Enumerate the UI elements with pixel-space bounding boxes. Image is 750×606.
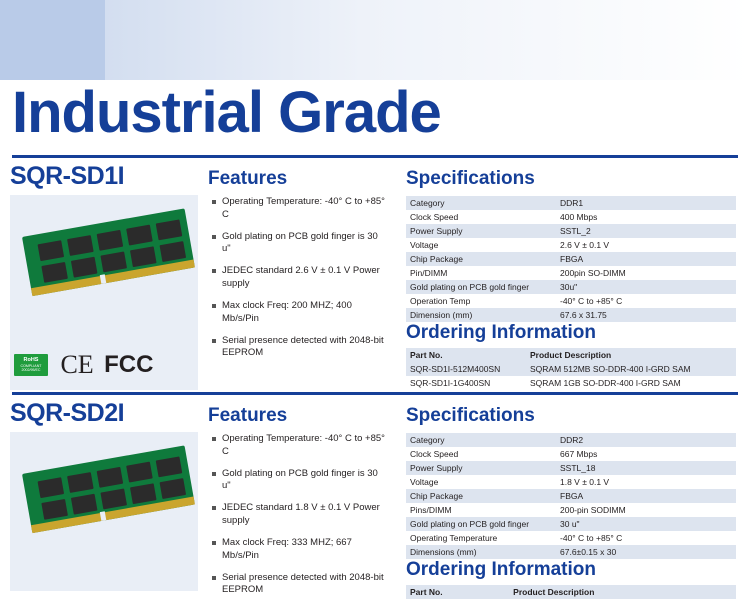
table-row <box>406 224 736 238</box>
table-row <box>406 266 736 280</box>
table-header-row <box>406 585 736 599</box>
memory-chip <box>130 246 157 267</box>
spec-key: Clock Speed <box>406 210 556 224</box>
spec-value: 30u" <box>556 280 736 294</box>
rohs-icon <box>14 354 48 376</box>
spec-value: SSTL_18 <box>556 461 736 475</box>
feature-item: Gold plating on PCB gold finger is 30 u" <box>212 231 387 257</box>
spec-key: Voltage <box>406 238 556 252</box>
divider-top <box>12 155 738 158</box>
memory-chip <box>160 478 187 499</box>
spec-value: -40° C to +85° C <box>556 294 736 308</box>
top-band-block <box>0 0 105 80</box>
spec-key: Clock Speed <box>406 447 556 461</box>
feature-item: Operating Temperature: -40° C to +85° C <box>212 433 387 459</box>
spec-value: DDR2 <box>556 433 736 447</box>
ordering-table-1 <box>406 348 736 390</box>
memory-chip <box>130 483 157 504</box>
ordering-heading-2: Ordering Information <box>406 559 596 580</box>
ram-module-image-1 <box>22 208 195 296</box>
table-row <box>406 210 736 224</box>
ordering-col-part-no: Part No. <box>406 348 526 362</box>
spec-value: 1.8 V ± 0.1 V <box>556 475 736 489</box>
certification-marks-1 <box>14 350 153 380</box>
spec-key: Voltage <box>406 475 556 489</box>
ce-icon: CE <box>60 350 94 379</box>
part-no: SQR-SD1I-512M400SN <box>406 362 526 376</box>
product-description: SQRAM 1GB SO-DDR-400 I-GRD SAM <box>526 376 736 390</box>
feature-item: Serial presence detected with 2048-bit EEPROM <box>212 572 387 598</box>
memory-chip <box>38 240 65 261</box>
spec-key: Pin/DIMM <box>406 266 556 280</box>
spec-key: Pins/DIMM <box>406 503 556 517</box>
feature-item: Serial presence detected with 2048-bit EEPROM <box>212 335 387 361</box>
table-row <box>406 294 736 308</box>
memory-chip <box>97 467 124 488</box>
table-row <box>406 489 736 503</box>
table-row <box>406 252 736 266</box>
rohs-label: RoHS <box>23 357 39 363</box>
spec-key: Operation Temp <box>406 294 556 308</box>
ordering-col-description: Product Description <box>509 585 736 599</box>
spec-key: Operating Temperature <box>406 531 556 545</box>
spec-value: SSTL_2 <box>556 224 736 238</box>
table-row <box>406 196 736 210</box>
feature-item: Operating Temperature: -40° C to +85° C <box>212 196 387 222</box>
memory-chip <box>71 494 98 515</box>
page-title: Industrial Grade <box>12 80 441 145</box>
table-row <box>406 238 736 252</box>
memory-chip <box>160 241 187 262</box>
ordering-col-description: Product Description <box>526 348 736 362</box>
spec-key: Dimensions (mm) <box>406 545 556 559</box>
spec-key: Chip Package <box>406 489 556 503</box>
divider-middle <box>12 392 738 395</box>
spec-value: DDR1 <box>556 196 736 210</box>
feature-item: Max clock Freq: 200 MHZ; 400 Mb/s/Pin <box>212 300 387 326</box>
spec-key: Gold plating on PCB gold finger <box>406 517 556 531</box>
memory-chip <box>156 456 183 477</box>
spec-value: 200pin SO-DIMM <box>556 266 736 280</box>
spec-value: FBGA <box>556 489 736 503</box>
memory-chip <box>38 477 65 498</box>
feature-item: Gold plating on PCB gold finger is 30 u" <box>212 468 387 494</box>
table-row <box>406 503 736 517</box>
feature-item: JEDEC standard 1.8 V ± 0.1 V Power supply <box>212 502 387 528</box>
ordering-heading-1: Ordering Information <box>406 322 596 343</box>
table-row <box>406 447 736 461</box>
part-no: SQR-SD1I-1G400SN <box>406 376 526 390</box>
spec-key: Power Supply <box>406 461 556 475</box>
specifications-heading-2: Specifications <box>406 405 535 426</box>
table-header-row <box>406 348 736 362</box>
memory-chip <box>71 257 98 278</box>
table-row <box>406 475 736 489</box>
memory-chip <box>41 499 68 520</box>
spec-value: FBGA <box>556 252 736 266</box>
spec-key: Dimension (mm) <box>406 308 556 322</box>
ordering-table-2 <box>406 585 736 599</box>
memory-chip <box>67 235 94 256</box>
table-row <box>406 376 736 390</box>
memory-chip <box>126 225 153 246</box>
product-image-2 <box>10 432 198 591</box>
top-band-gradient <box>105 0 750 80</box>
spec-value: 30 u" <box>556 517 736 531</box>
memory-chip <box>156 219 183 240</box>
product-description: SQRAM 512MB SO-DDR-400 I-GRD SAM <box>526 362 736 376</box>
spec-value: 200-pin SODIMM <box>556 503 736 517</box>
spec-value: 67.6 x 31.75 <box>556 308 736 322</box>
memory-chip <box>41 262 68 283</box>
memory-chip <box>100 488 127 509</box>
spec-value: 667 Mbps <box>556 447 736 461</box>
ram-module-image-2 <box>22 445 195 533</box>
features-heading-2: Features <box>208 405 288 426</box>
table-row <box>406 308 736 322</box>
ordering-col-part-no: Part No. <box>406 585 509 599</box>
spec-key: Category <box>406 433 556 447</box>
spec-value: 67.6±0.15 x 30 <box>556 545 736 559</box>
table-row <box>406 433 736 447</box>
specifications-table-1 <box>406 196 736 322</box>
memory-chip <box>126 462 153 483</box>
memory-chip <box>100 251 127 272</box>
specifications-heading-1: Specifications <box>406 168 535 189</box>
table-row <box>406 517 736 531</box>
feature-item: JEDEC standard 2.6 V ± 0.1 V Power supply <box>212 265 387 291</box>
product-name-2: SQR-SD2I <box>10 399 125 427</box>
table-row <box>406 362 736 376</box>
features-list-2 <box>212 433 387 606</box>
table-row <box>406 531 736 545</box>
table-row <box>406 280 736 294</box>
spec-key: Category <box>406 196 556 210</box>
spec-value: 2.6 V ± 0.1 V <box>556 238 736 252</box>
memory-chip <box>67 472 94 493</box>
features-heading-1: Features <box>208 168 288 189</box>
rohs-directive-label: 2002/95/EC <box>21 368 41 372</box>
product-name-1: SQR-SD1I <box>10 162 125 190</box>
memory-chip <box>97 230 124 251</box>
top-band <box>0 0 750 80</box>
table-row <box>406 545 736 559</box>
specifications-table-2 <box>406 433 736 559</box>
feature-item: Max clock Freq: 333 MHZ; 667 Mb/s/Pin <box>212 537 387 563</box>
rohs-compliant-label: COMPLIANT <box>20 364 42 368</box>
spec-key: Gold plating on PCB gold finger <box>406 280 556 294</box>
table-row <box>406 461 736 475</box>
spec-value: 400 Mbps <box>556 210 736 224</box>
spec-key: Power Supply <box>406 224 556 238</box>
fcc-icon: FCC <box>104 351 154 378</box>
spec-value: -40° C to +85° C <box>556 531 736 545</box>
features-list-1 <box>212 196 387 369</box>
spec-key: Chip Package <box>406 252 556 266</box>
